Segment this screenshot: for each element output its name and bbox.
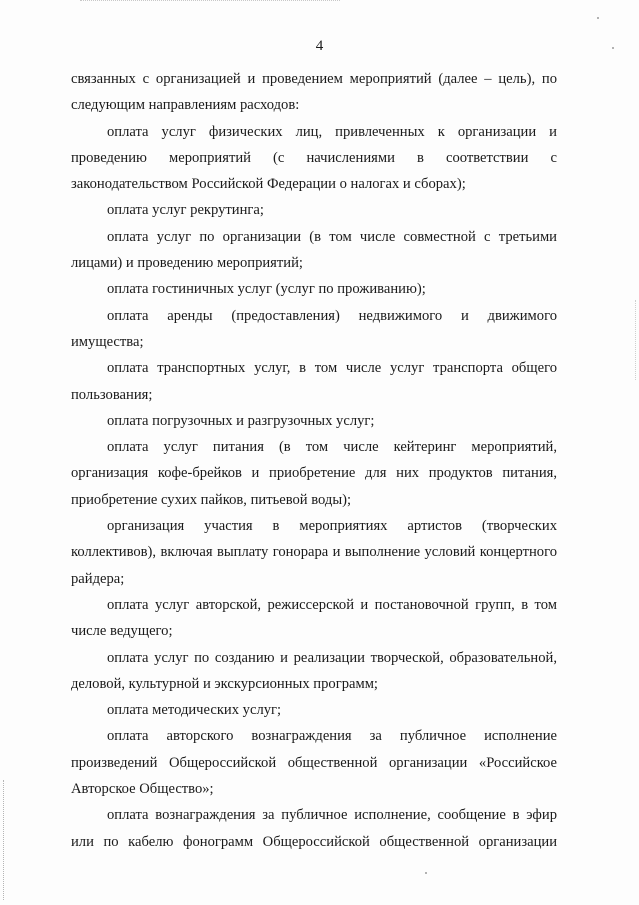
document-body: [71, 66, 557, 855]
scan-speck: [612, 47, 614, 49]
paragraph: связанных с организацией и проведением мероприятий (далее – цель), по следующим направлениям расходов:: [71, 71, 557, 114]
paragraph: оплата услуг по организации (в том числе совместной с третьими лицами) и проведению мероприятий;: [71, 228, 557, 272]
scan-speck: [425, 872, 427, 874]
paragraph: оплата услуг рекрутинга;: [107, 202, 264, 219]
paragraph: оплата авторского вознаграждения за публичное исполнение произведений Общероссийской общественной организации «Российское Авторское Общество»;: [71, 728, 557, 798]
page-number: 4: [315, 38, 324, 54]
paragraph: организация участия в мероприятиях артистов (творческих коллективов), включая выплату гонорара и выполнение условий концертного райдера;: [71, 518, 557, 587]
paragraph: оплата услуг авторской, режиссерской и постановочной групп, в том числе ведущего;: [71, 596, 557, 640]
paragraph: оплата транспортных услуг, в том числе услуг транспорта общего пользования;: [71, 360, 557, 403]
scan-speck: [597, 17, 599, 19]
paragraph: оплата вознаграждения за публичное исполнение, сообщение в эфир или по кабелю фонограмм Общероссийской общественной организации: [71, 807, 557, 850]
scan-artifact: [635, 300, 637, 380]
paragraph: оплата услуг по созданию и реализации творческой, образовательной, деловой, культурной и экскурсионных программ;: [71, 649, 557, 692]
scan-artifact: [3, 780, 5, 900]
paragraph: оплата погрузочных и разгрузочных услуг;: [107, 412, 375, 429]
paragraph: оплата услуг физических лиц, привлеченных к организации и проведению мероприятий (с начислениями в соответствии с законодательством Российской Федерации о налогах и сборах);: [71, 123, 557, 193]
paragraph: оплата гостиничных услуг (услуг по проживанию);: [107, 281, 426, 298]
paragraph: оплата методических услуг;: [107, 702, 282, 719]
scan-artifact: [80, 0, 340, 5]
paragraph: оплата аренды (предоставления) недвижимого и движимого имущества;: [71, 307, 557, 350]
paragraph: оплата услуг питания (в том числе кейтеринг мероприятий, организация кофе-брейков и приобретение для них продуктов питания, приобретение сухих пайков, питьевой воды);: [71, 439, 557, 508]
